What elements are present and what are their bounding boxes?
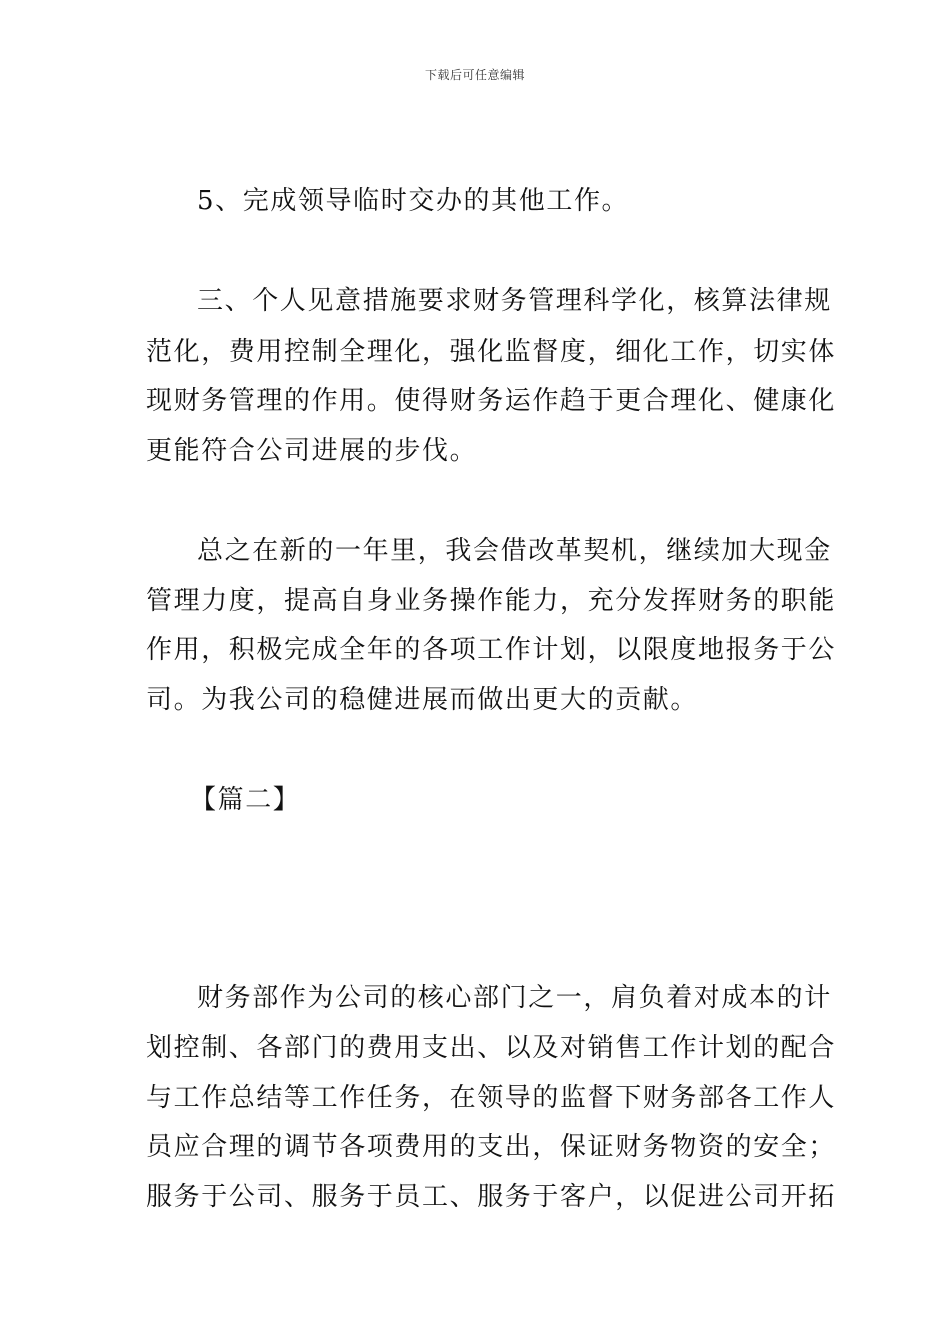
paragraph-line: 服务于公司、服务于员工、服务于客户，以促进公司开拓 <box>146 1182 837 1212</box>
paragraph-line: 财务部作为公司的核心部门之一，肩负着对成本的计 <box>197 983 832 1013</box>
paragraph-line: 现财务管理的作用。使得财务运作趋于更合理化、健康化 <box>146 386 837 416</box>
paragraph-line: 更能符合公司进展的步伐。 <box>146 436 478 466</box>
paragraph-line: 总之在新的一年里，我会借改革契机，继续加大现金 <box>197 536 832 566</box>
paragraph-line: 员应合理的调节各项费用的支出，保证财务物资的安全； <box>146 1132 837 1162</box>
paragraph-line: 三、个人见意措施要求财务管理科学化，核算法律规 <box>197 286 832 316</box>
page-header: 下载后可任意编辑 <box>424 68 525 82</box>
paragraph-line: 5、完成领导临时交办的其他工作。 <box>197 186 630 216</box>
section-heading: 【篇二】 <box>190 785 301 815</box>
paragraph-line: 划控制、各部门的费用支出、以及对销售工作计划的配合 <box>146 1033 837 1063</box>
paragraph-line: 司。为我公司的稳健进展而做出更大的贡献。 <box>146 685 699 715</box>
paragraph-line: 管理力度，提高自身业务操作能力，充分发挥财务的职能 <box>146 586 837 616</box>
paragraph-line: 作用，积极完成全年的各项工作计划，以限度地报务于公 <box>146 635 837 665</box>
paragraph-line: 与工作总结等工作任务，在领导的监督下财务部各工作人 <box>146 1083 837 1113</box>
paragraph-line: 范化，费用控制全理化，强化监督度，细化工作，切实体 <box>146 337 837 367</box>
